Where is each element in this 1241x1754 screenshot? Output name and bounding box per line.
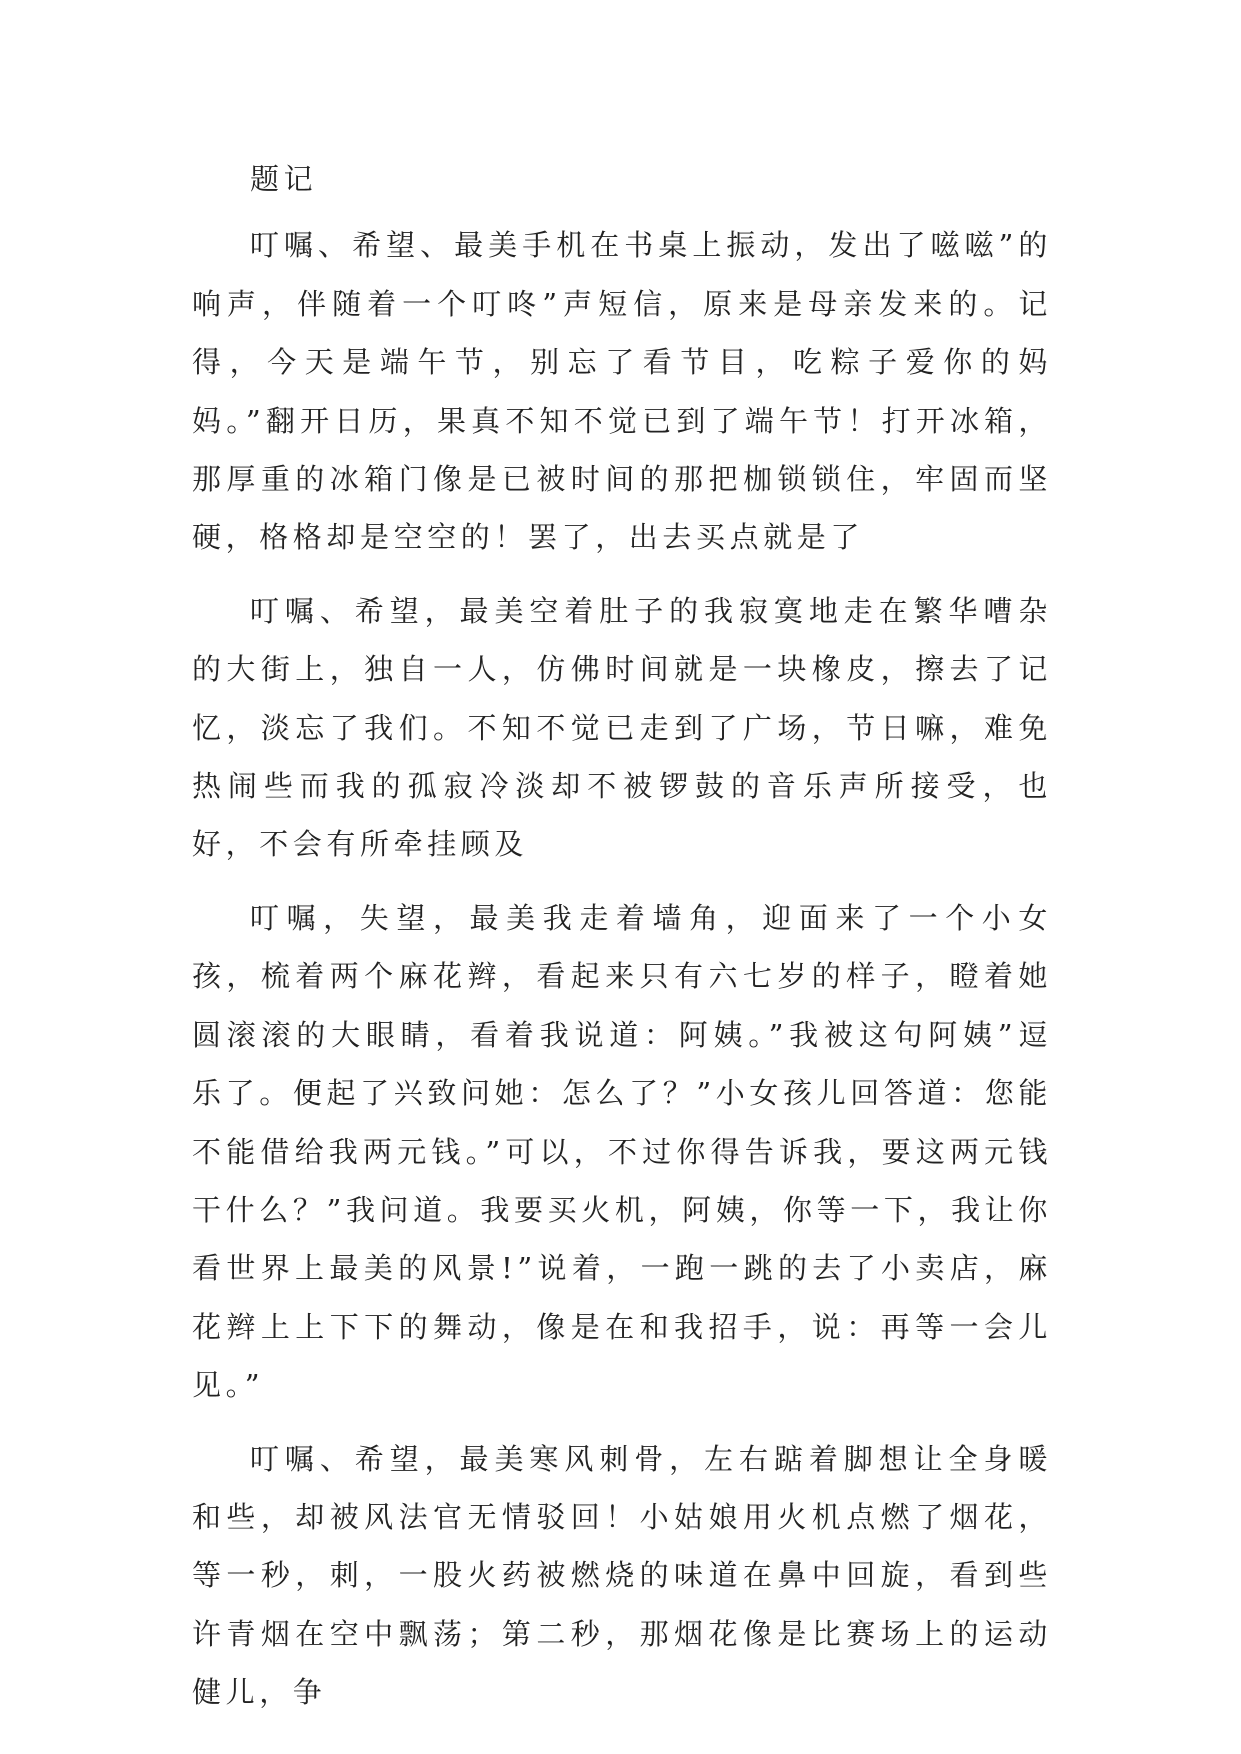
paragraph-3: 叮嘱，失望，最美我走着墙角，迎面来了一个小女孩，梳着两个麻花辫，看起来只有六七岁的样子，瞪着她圆滚滚的大眼睛，看着我说道：阿姨。”我被这句阿姨”逗乐了。便起了兴致问她：怎么了？”小女孩儿回答道：您能不能借给我两元钱。”可以，不过你得告诉我，要这两元钱干什么？”我问道。我要买火机，阿姨，你等一下，我让你看世界上最美的风景!”说着，一跑一跳的去了小卖店，麻花辫上上下下的舞动，像是在和我招手，说：再等一会儿见。” [192, 900, 1052, 1403]
paragraph-2: 叮嘱、希望，最美空着肚子的我寂寞地走在繁华嘈杂的大街上，独自一人，仿佛时间就是一块橡皮，擦去了记忆，淡忘了我们。不知不觉已走到了广场，节日嘛，难免热闹些而我的孤寂冷淡却不被锣鼓的音乐声所接受，也好，不会有所牵挂顾及 [192, 593, 1052, 862]
paragraph-1: 叮嘱、希望、最美手机在书桌上振动，发出了嗞嗞”的响声，伴随着一个叮咚”声短信，原来是母亲发来的。记得，今天是端午节，别忘了看节目，吃粽子爱你的妈妈。”翻开日历，果真不知不觉已到了端午节！打开冰箱，那厚重的冰箱门像是已被时间的那把枷锁锁住，牢固而坚硬，格格却是空空的！罢了，出去买点就是了 [192, 228, 1052, 555]
paragraph-4: 叮嘱、希望，最美寒风刺骨，左右踮着脚想让全身暖和些，却被风法官无情驳回！小姑娘用火机点燃了烟花，等一秒，刺，一股火药被燃烧的味道在鼻中回旋，看到些许青烟在空中飘荡；第二秒，那烟花像是比赛场上的运动健儿，争 [192, 1441, 1052, 1710]
document-body [192, 150, 1052, 1737]
section-heading: 题记 [250, 162, 318, 196]
